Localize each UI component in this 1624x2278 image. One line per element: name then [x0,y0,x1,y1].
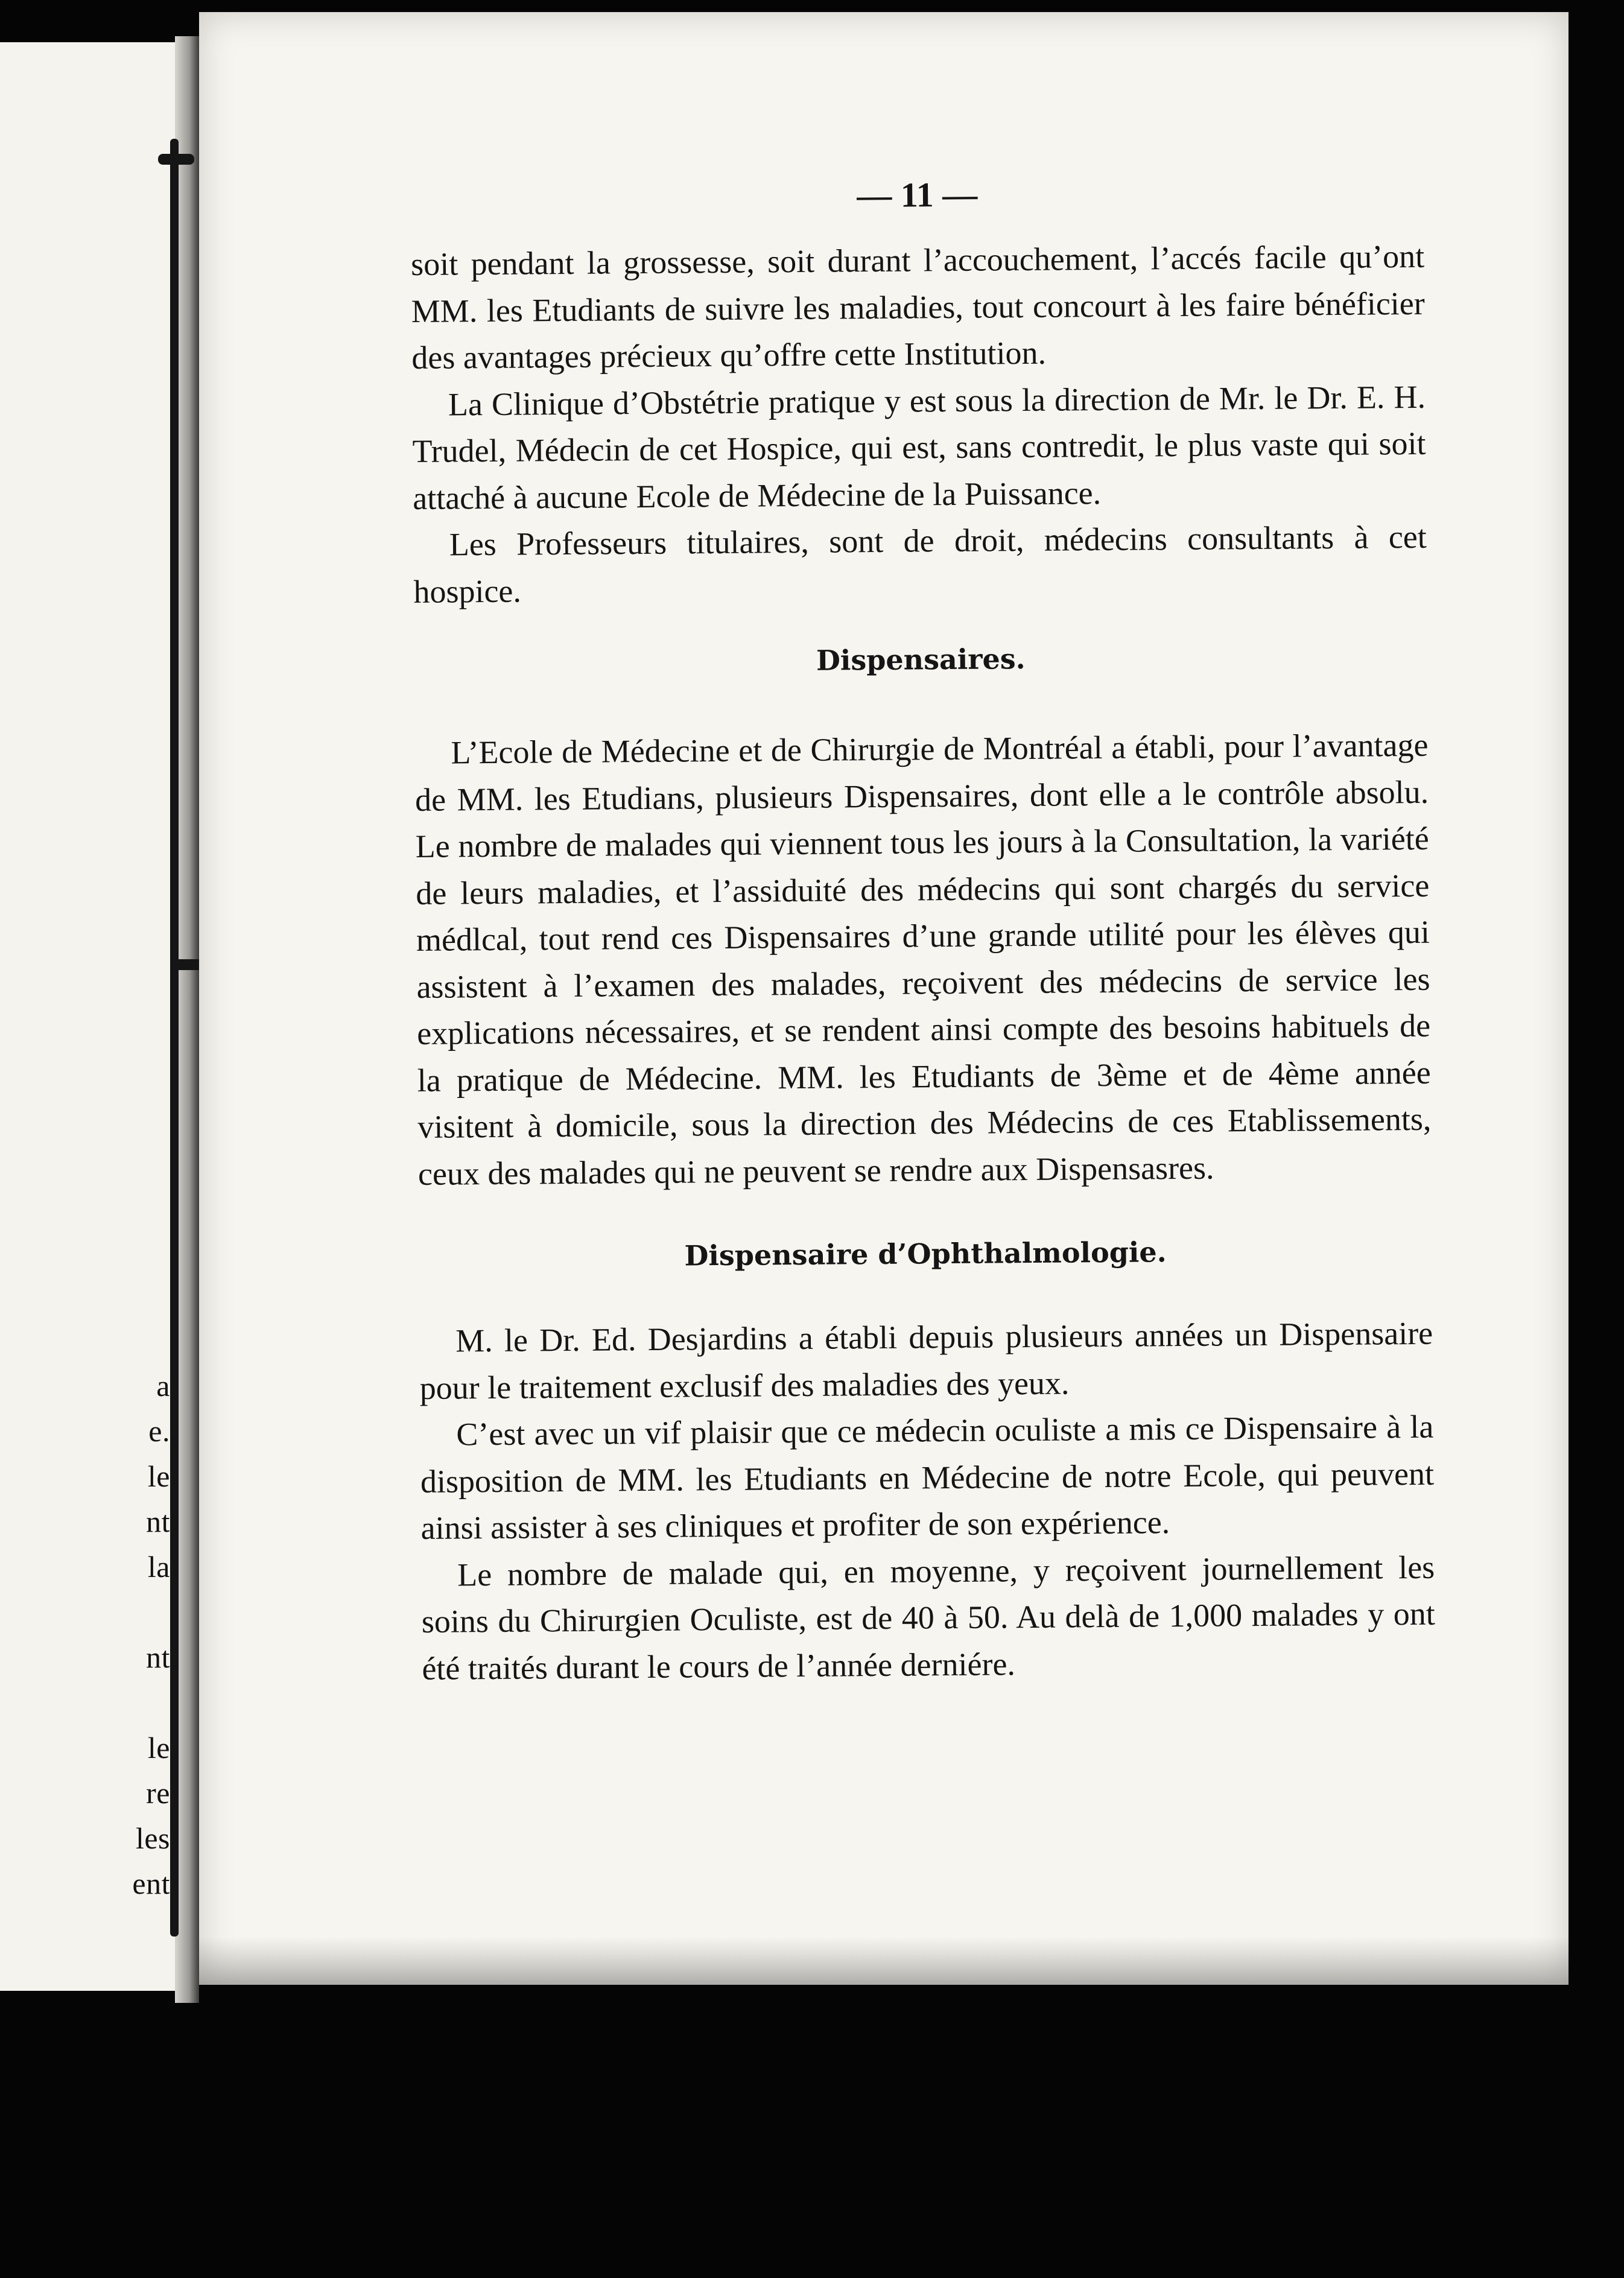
facing-line: nt [146,1640,170,1674]
facing-line: e. [148,1414,170,1448]
paragraph: Les Professeurs titulaires, sont de droit, médecins consultants à cet hospice. [413,518,1427,610]
page-body [410,167,1436,1692]
facing-line: le [147,1459,170,1493]
facing-line [132,1590,170,1635]
facing-line: les [135,1821,170,1855]
facing-line: a [156,1369,170,1403]
binding-knot [158,154,194,165]
paragraph: Le nombre de malade qui, en moyenne, y reçoivent journellement les soins du Chirurgien Oculiste, est de 40 à 50. Au delà de 1,000 malades y ont été traités durant le cours de l’année derniére. [421,1549,1436,1687]
facing-line: nt [146,1505,170,1538]
facing-line: re [146,1776,170,1810]
paragraph: soit pendant la grossesse, soit durant l’accouchement, l’accés facile qu’ont MM. les Etudiants de suivre les maladies, tout concourt à les faire bénéficier des avantages précieux qu’offre cette Institution. [410,238,1425,376]
page [199,12,1568,1985]
facing-page-text [132,1363,170,1906]
book-gutter [175,36,199,2003]
binding-thread [170,139,179,1937]
paragraph: M. le Dr. Ed. Desjardins a établi depuis plusieurs années un Dispensaire pour le traitement exclusif des maladies des yeux. [419,1315,1433,1406]
facing-line [132,1680,170,1725]
paragraph: C’est avec un vif plaisir que ce médecin oculiste a mis ce Dispensaire à la disposition de MM. les Etudiants en Médecine de notre Ecole, qui peuvent ainsi assister à ses cliniques et profiter de son expérience. [420,1408,1435,1546]
section-heading: Dispensaire d’Ophthalmologie. [684,1236,1167,1272]
facing-line: le [147,1731,170,1765]
paragraph: La Clinique d’Obstétrie pratique y est sous la direction de Mr. le Dr. E. H. Trudel, Médecin de cet Hospice, qui est, sans contredit, le plus vaste qui soit attaché à aucune Ecole de Médecine de la Puissance. [412,378,1426,516]
section-heading: Dispensaires. [816,642,1026,677]
facing-line: la [147,1550,170,1584]
page-number: — 11 — [857,174,978,215]
facing-line: ent [132,1867,170,1900]
paragraph: L’Ecole de Médecine et de Chirurgie de Montréal a établi, pour l’avantage de MM. les Etudians, plusieurs Dispensaires, dont elle a le contrôle absolu. Le nombre de malades qui viennent tous les jours à la Consultation, la variété de leurs maladies, et l’assiduité des médecins qui sont chargés du service médlcal, tout rend ces Dispensaires d’une grande utilité pour les élèves qui assistent à l’examen des malades, reçoivent des médecins de service les explications nécessaires, et se rendent ainsi compte des besoins habituels de la pratique de Médecine. MM. les Etudiants de 3ème et de 4ème année visitent à domicile, sous la direction des Médecins de ces Etablissements, ceux des malades qui ne peuvent se rendre aux Dispensasres. [414,726,1432,1192]
